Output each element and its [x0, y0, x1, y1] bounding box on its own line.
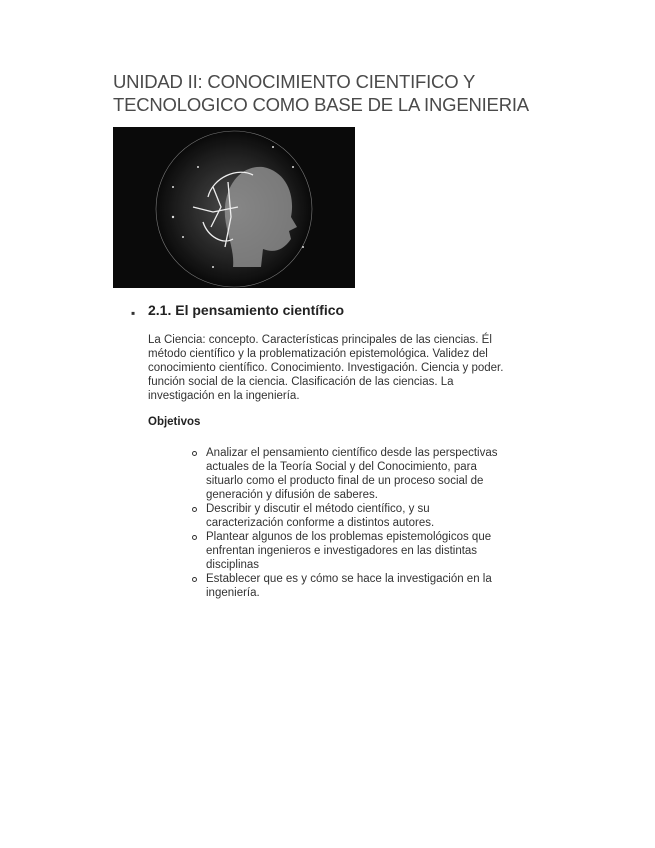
objective-line: Analizar el pensamiento científico desde las perspectivas	[206, 447, 498, 459]
objective-line: Plantear algunos de los problemas epistemológicos que	[206, 531, 492, 543]
objective-line: generación y difusión de saberes.	[206, 489, 378, 501]
objective-item	[206, 530, 498, 572]
page-title	[113, 70, 529, 116]
brain-network-illustration	[113, 127, 355, 288]
circle-bullet-icon	[192, 577, 197, 582]
title-line: UNIDAD II: CONOCIMIENTO CIENTIFICO Y	[113, 71, 476, 92]
objective-line: disciplinas	[206, 559, 260, 571]
bullet-marker: ▪	[131, 306, 136, 320]
objectives-heading: Objetivos	[148, 416, 201, 428]
objective-line: situarlo como el producto final de un proceso social de	[206, 475, 484, 487]
title-line: TECNOLOGICO COMO BASE DE LA INGENIERIA	[113, 94, 529, 115]
circle-bullet-icon	[192, 535, 197, 540]
paragraph-line: investigación en la ingeniería.	[148, 390, 300, 402]
objectives-list	[206, 446, 498, 600]
objective-item	[206, 572, 498, 600]
objective-line: Describir y discutir el método científico, y su	[206, 503, 430, 515]
objective-line: ingeniería.	[206, 587, 260, 599]
paragraph-line: función social de la ciencia. Clasificación de las ciencias. La	[148, 376, 454, 388]
objective-line: caracterización conforme a distintos autores.	[206, 517, 435, 529]
circle-bullet-icon	[192, 451, 197, 456]
paragraph-line: La Ciencia: concepto. Características principales de las ciencias. Él	[148, 334, 492, 346]
hero-image-digital-head	[113, 127, 355, 288]
paragraph-line: método científico y la problematización epistemológica. Validez del	[148, 348, 488, 360]
circle-bullet-icon	[192, 507, 197, 512]
paragraph-line: conocimiento científico. Conocimiento. Investigación. Ciencia y poder.	[148, 362, 504, 374]
objective-line: Establecer que es y cómo se hace la investigación en la	[206, 573, 492, 585]
objective-item	[206, 446, 498, 502]
objective-line: actuales de la Teoría Social y del Conocimiento, para	[206, 461, 477, 473]
section-heading: 2.1. El pensamiento científico	[148, 302, 345, 318]
section-description	[148, 333, 503, 403]
objective-line: enfrentan ingenieros e investigadores en las distintas	[206, 545, 478, 557]
objective-item	[206, 502, 498, 530]
